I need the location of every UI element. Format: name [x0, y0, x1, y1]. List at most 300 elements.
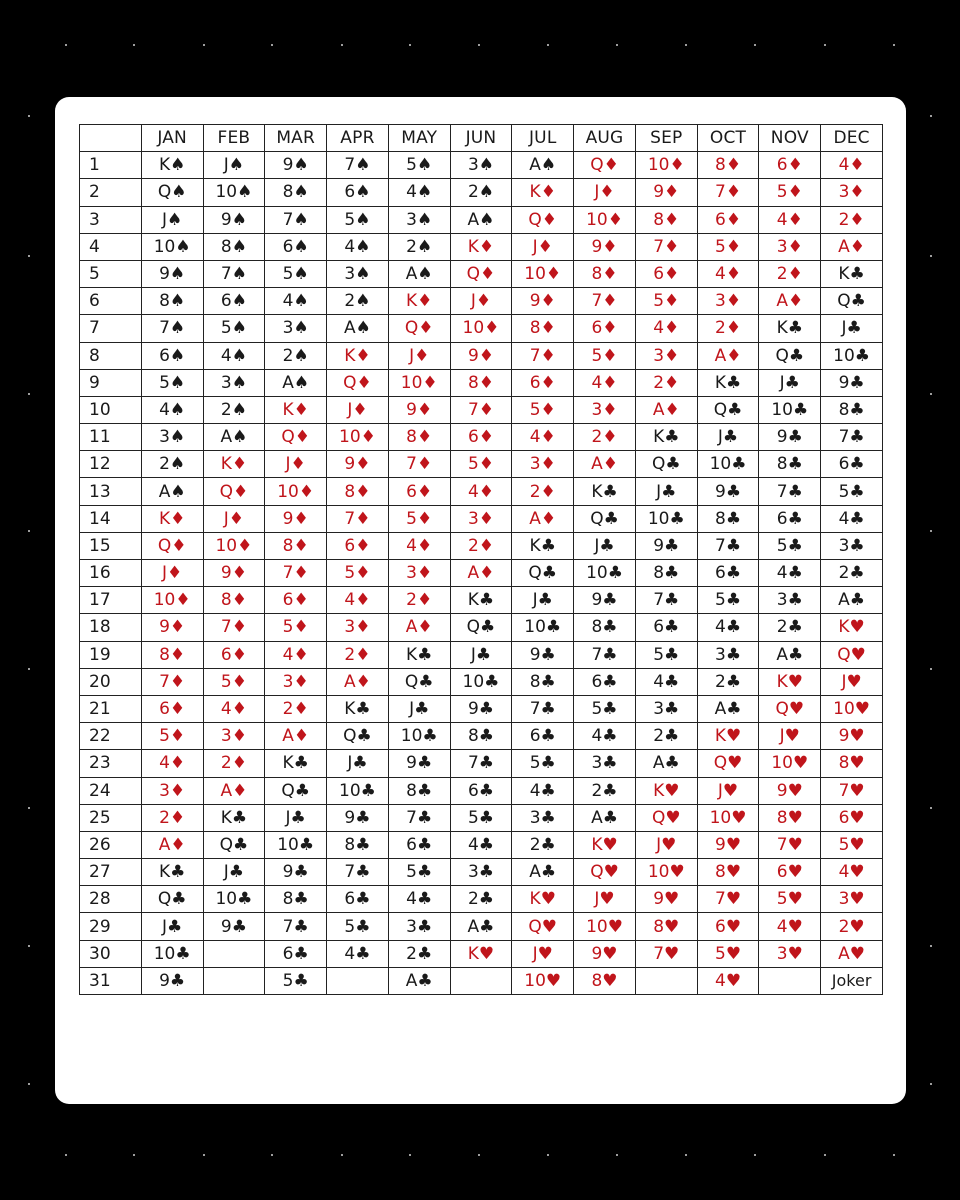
card-cell: 7♠	[203, 260, 265, 287]
day-number: 24	[80, 777, 142, 804]
card-cell: 6♦	[574, 315, 636, 342]
card-cell: 7♦	[512, 342, 574, 369]
card-cell: 6♦	[265, 587, 327, 614]
card-cell: 6♦	[635, 260, 697, 287]
card-cell: 2♠	[450, 179, 512, 206]
card-cell: 10♥	[512, 967, 574, 994]
card-cell: 3♣	[821, 532, 883, 559]
card-cell: 5♠	[141, 369, 203, 396]
star-dot	[478, 44, 480, 46]
card-cell: 9♣	[574, 587, 636, 614]
day-number: 2	[80, 179, 142, 206]
card-cell: 3♣	[635, 695, 697, 722]
card-cell: J♦	[265, 451, 327, 478]
day-number: 19	[80, 641, 142, 668]
table-row	[80, 614, 883, 641]
card-cell: 9♣	[203, 913, 265, 940]
card-cell: 5♠	[388, 152, 450, 179]
card-cell: 10♣	[574, 560, 636, 587]
card-cell: 8♦	[635, 206, 697, 233]
card-cell: 2♥	[821, 913, 883, 940]
card-cell: 5♦	[512, 396, 574, 423]
card-cell: 8♦	[574, 260, 636, 287]
card-cell: J♦	[388, 342, 450, 369]
card-cell: 8♣	[450, 723, 512, 750]
card-cell: K♥	[574, 831, 636, 858]
card-cell: Q♣	[821, 288, 883, 315]
card-cell: 5♣	[574, 695, 636, 722]
card-cell: 2♠	[203, 396, 265, 423]
card-cell: Q♦	[141, 532, 203, 559]
table-row	[80, 288, 883, 315]
card-cell: 4♦	[203, 695, 265, 722]
card-cell: A♥	[821, 940, 883, 967]
card-cell: J♥	[697, 777, 759, 804]
card-cell: 3♦	[635, 342, 697, 369]
card-cell: 5♣	[697, 587, 759, 614]
star-dot	[203, 1154, 205, 1156]
month-header-apr: APR	[327, 125, 389, 152]
card-cell: K♣	[512, 532, 574, 559]
month-header-dec: DEC	[821, 125, 883, 152]
card-cell: 2♠	[141, 451, 203, 478]
card-cell: 3♣	[759, 587, 821, 614]
card-cell: A♦	[450, 560, 512, 587]
card-cell: 9♥	[635, 886, 697, 913]
card-cell: 10♦	[327, 424, 389, 451]
card-calendar-table	[79, 124, 883, 995]
card-cell: 7♦	[327, 505, 389, 532]
card-cell: 2♣	[574, 777, 636, 804]
table-row	[80, 342, 883, 369]
star-dot	[28, 255, 30, 257]
day-number: 7	[80, 315, 142, 342]
card-cell: 7♦	[388, 451, 450, 478]
card-cell: 6♦	[759, 152, 821, 179]
star-dot	[685, 44, 687, 46]
card-cell: J♣	[574, 532, 636, 559]
card-cell: 10♣	[512, 614, 574, 641]
card-cell: 10♦	[203, 532, 265, 559]
table-row	[80, 723, 883, 750]
card-cell: 8♣	[635, 560, 697, 587]
card-cell: 2♦	[388, 587, 450, 614]
card-cell: 7♦	[141, 668, 203, 695]
card-cell: 7♥	[697, 886, 759, 913]
card-cell: 4♣	[450, 831, 512, 858]
card-cell: 3♣	[512, 804, 574, 831]
day-number: 15	[80, 532, 142, 559]
card-cell: K♣	[574, 478, 636, 505]
card-cell: 8♠	[265, 179, 327, 206]
day-number: 10	[80, 396, 142, 423]
card-cell: 10♦	[265, 478, 327, 505]
card-cell: A♦	[759, 288, 821, 315]
card-cell: J♥	[759, 723, 821, 750]
card-cell: A♦	[821, 233, 883, 260]
card-cell: 8♥	[697, 859, 759, 886]
card-cell: Q♥	[697, 750, 759, 777]
card-cell: 5♦	[203, 668, 265, 695]
card-cell: 5♣	[265, 967, 327, 994]
card-cell: 2♦	[450, 532, 512, 559]
card-cell	[327, 967, 389, 994]
card-cell: 9♥	[821, 723, 883, 750]
card-cell: 4♣	[697, 614, 759, 641]
card-cell: 3♦	[327, 614, 389, 641]
star-dot	[685, 1154, 687, 1156]
table-row	[80, 695, 883, 722]
card-cell: 2♣	[759, 614, 821, 641]
card-cell: 8♥	[635, 913, 697, 940]
card-cell: K♣	[203, 804, 265, 831]
card-cell: J♦	[141, 560, 203, 587]
card-cell: 10♥	[821, 695, 883, 722]
day-number: 22	[80, 723, 142, 750]
card-cell: J♣	[635, 478, 697, 505]
day-number: 6	[80, 288, 142, 315]
card-cell: 9♥	[574, 940, 636, 967]
corner-cell	[80, 125, 142, 152]
card-cell: 4♣	[821, 505, 883, 532]
card-cell: 5♥	[821, 831, 883, 858]
card-cell: 7♠	[327, 152, 389, 179]
card-cell: 9♦	[265, 505, 327, 532]
card-cell: A♦	[512, 505, 574, 532]
star-dot	[65, 44, 67, 46]
card-cell: 6♦	[141, 695, 203, 722]
card-cell: A♣	[450, 913, 512, 940]
card-cell: 5♦	[635, 288, 697, 315]
card-cell: K♣	[450, 587, 512, 614]
table-row	[80, 886, 883, 913]
day-number: 31	[80, 967, 142, 994]
star-dot	[893, 1154, 895, 1156]
card-cell: 6♦	[388, 478, 450, 505]
card-cell: 6♣	[635, 614, 697, 641]
card-cell: J♣	[697, 424, 759, 451]
card-cell: Q♦	[388, 315, 450, 342]
card-cell: Q♣	[574, 505, 636, 532]
card-cell: 9♠	[141, 260, 203, 287]
card-cell: Q♥	[821, 641, 883, 668]
card-cell: 2♣	[512, 831, 574, 858]
card-cell: 9♣	[512, 641, 574, 668]
day-number: 21	[80, 695, 142, 722]
star-dot	[930, 668, 932, 670]
card-cell: Q♣	[697, 396, 759, 423]
card-cell: J♦	[512, 233, 574, 260]
card-cell: 5♣	[759, 532, 821, 559]
star-dot	[616, 1154, 618, 1156]
star-dot	[547, 44, 549, 46]
card-cell: 7♣	[759, 478, 821, 505]
card-cell: 8♣	[265, 886, 327, 913]
card-cell: K♦	[450, 233, 512, 260]
card-cell: 7♣	[450, 750, 512, 777]
card-cell: K♥	[697, 723, 759, 750]
card-cell: A♦	[141, 831, 203, 858]
card-cell: 9♣	[450, 695, 512, 722]
card-cell: 7♣	[265, 913, 327, 940]
star-dot	[754, 44, 756, 46]
table-row	[80, 587, 883, 614]
card-cell: 7♣	[327, 859, 389, 886]
card-cell: 4♥	[821, 859, 883, 886]
card-cell: 3♦	[450, 505, 512, 532]
card-cell: 10♠	[141, 233, 203, 260]
card-cell: 10♦	[141, 587, 203, 614]
card-cell: 6♣	[265, 940, 327, 967]
card-cell: Q♦	[265, 424, 327, 451]
card-cell: 6♥	[697, 913, 759, 940]
card-cell: 5♦	[327, 560, 389, 587]
star-dot	[28, 668, 30, 670]
card-cell: 2♦	[574, 424, 636, 451]
card-cell: 4♦	[388, 532, 450, 559]
table-row	[80, 804, 883, 831]
card-cell: A♣	[388, 967, 450, 994]
card-cell: A♣	[574, 804, 636, 831]
card-cell: 7♥	[821, 777, 883, 804]
card-cell: J♣	[203, 859, 265, 886]
card-cell: J♦	[450, 288, 512, 315]
card-cell: 5♠	[203, 315, 265, 342]
card-cell: 7♦	[450, 396, 512, 423]
card-cell: Q♥	[635, 804, 697, 831]
card-cell: 5♣	[512, 750, 574, 777]
card-cell	[635, 967, 697, 994]
star-dot	[65, 1154, 67, 1156]
card-cell: 2♦	[141, 804, 203, 831]
card-cell: 5♣	[388, 859, 450, 886]
card-cell: Q♥	[512, 913, 574, 940]
card-cell: 10♣	[697, 451, 759, 478]
card-cell: 6♣	[821, 451, 883, 478]
star-dot	[893, 44, 895, 46]
card-cell: K♣	[327, 695, 389, 722]
card-cell: A♣	[697, 695, 759, 722]
card-cell: 4♦	[141, 750, 203, 777]
card-cell: 6♠	[141, 342, 203, 369]
card-cell: 8♦	[697, 152, 759, 179]
card-cell: 2♣	[388, 940, 450, 967]
table-row	[80, 750, 883, 777]
card-cell: 4♦	[327, 587, 389, 614]
star-dot	[409, 44, 411, 46]
card-cell: 9♣	[265, 859, 327, 886]
card-cell: 6♠	[327, 179, 389, 206]
card-cell: Q♣	[141, 886, 203, 913]
table-row	[80, 668, 883, 695]
card-cell: 7♦	[203, 614, 265, 641]
card-cell: 5♦	[141, 723, 203, 750]
star-dot	[930, 945, 932, 947]
star-dot	[930, 115, 932, 117]
card-cell: 6♣	[450, 777, 512, 804]
card-cell: 8♣	[512, 668, 574, 695]
card-cell: 9♦	[203, 560, 265, 587]
card-cell: 4♣	[388, 886, 450, 913]
star-dot	[754, 1154, 756, 1156]
card-cell: Q♥	[574, 859, 636, 886]
card-cell: 4♦	[759, 206, 821, 233]
card-cell: 5♦	[697, 233, 759, 260]
day-number: 18	[80, 614, 142, 641]
card-cell: 3♦	[265, 668, 327, 695]
card-cell: 2♦	[203, 750, 265, 777]
table-row	[80, 315, 883, 342]
card-cell: 7♥	[635, 940, 697, 967]
card-cell: J♠	[203, 152, 265, 179]
card-cell: K♥	[821, 614, 883, 641]
card-cell: 7♣	[635, 587, 697, 614]
card-cell: J♣	[141, 913, 203, 940]
card-cell: 4♥	[759, 913, 821, 940]
day-number: 28	[80, 886, 142, 913]
month-header-jan: JAN	[141, 125, 203, 152]
card-cell: 7♦	[697, 179, 759, 206]
card-cell: 10♣	[265, 831, 327, 858]
month-header-nov: NOV	[759, 125, 821, 152]
card-cell: A♣	[759, 641, 821, 668]
card-cell: 4♠	[203, 342, 265, 369]
star-dot	[478, 1154, 480, 1156]
card-cell: 6♦	[697, 206, 759, 233]
card-cell: Q♦	[450, 260, 512, 287]
card-cell: Q♣	[265, 777, 327, 804]
star-dot	[930, 530, 932, 532]
table-row	[80, 179, 883, 206]
day-number: 8	[80, 342, 142, 369]
card-cell: 8♥	[759, 804, 821, 831]
table-row	[80, 967, 883, 994]
card-cell: 5♥	[697, 940, 759, 967]
card-cell: 6♣	[574, 668, 636, 695]
card-cell: 3♠	[203, 369, 265, 396]
card-cell: Q♥	[759, 695, 821, 722]
card-cell: 7♦	[635, 233, 697, 260]
card-cell	[203, 967, 265, 994]
card-cell: 10♥	[574, 913, 636, 940]
card-cell: 4♦	[635, 315, 697, 342]
card-cell: A♣	[635, 750, 697, 777]
day-number: 4	[80, 233, 142, 260]
card-cell: 6♣	[759, 505, 821, 532]
card-cell: Q♦	[574, 152, 636, 179]
table-row	[80, 859, 883, 886]
month-header-jun: JUN	[450, 125, 512, 152]
card-cell: 3♦	[512, 451, 574, 478]
day-number: 26	[80, 831, 142, 858]
card-cell: 3♣	[574, 750, 636, 777]
card-cell: 5♠	[327, 206, 389, 233]
card-cell: 7♣	[697, 532, 759, 559]
card-cell: 8♣	[697, 505, 759, 532]
card-cell: 3♦	[141, 777, 203, 804]
table-row	[80, 777, 883, 804]
star-dot	[930, 1083, 932, 1085]
day-number: 23	[80, 750, 142, 777]
card-cell: Q♣	[327, 723, 389, 750]
day-number: 5	[80, 260, 142, 287]
card-cell: 6♣	[388, 831, 450, 858]
day-number: 3	[80, 206, 142, 233]
card-cell: 3♠	[327, 260, 389, 287]
card-cell: 3♥	[821, 886, 883, 913]
card-cell: 3♦	[759, 233, 821, 260]
card-cell: A♠	[388, 260, 450, 287]
card-cell: K♣	[697, 369, 759, 396]
card-cell: A♦	[388, 614, 450, 641]
star-dot	[341, 44, 343, 46]
card-cell: 2♦	[759, 260, 821, 287]
card-cell: 5♦	[574, 342, 636, 369]
star-dot	[28, 393, 30, 395]
card-cell: K♣	[265, 750, 327, 777]
card-cell: 2♦	[697, 315, 759, 342]
star-dot	[203, 44, 205, 46]
table-row	[80, 940, 883, 967]
card-cell: A♦	[327, 668, 389, 695]
card-cell: 10♦	[450, 315, 512, 342]
card-cell: A♠	[203, 424, 265, 451]
card-cell: 8♦	[327, 478, 389, 505]
card-cell: 8♦	[388, 424, 450, 451]
card-cell: 10♣	[327, 777, 389, 804]
card-cell: 7♣	[512, 695, 574, 722]
card-cell: 10♦	[574, 206, 636, 233]
card-cell: 3♦	[203, 723, 265, 750]
month-header-row	[80, 125, 883, 152]
card-cell: 8♣	[574, 614, 636, 641]
card-cell: K♣	[759, 315, 821, 342]
card-cell: 8♦	[141, 641, 203, 668]
card-cell: Q♣	[203, 831, 265, 858]
star-dot	[930, 255, 932, 257]
day-number: 30	[80, 940, 142, 967]
card-cell: 2♦	[512, 478, 574, 505]
card-cell: 9♦	[327, 451, 389, 478]
card-cell: 8♥	[821, 750, 883, 777]
card-cell: Joker	[821, 967, 883, 994]
day-number: 1	[80, 152, 142, 179]
card-cell: 10♣	[635, 505, 697, 532]
card-cell: 9♦	[141, 614, 203, 641]
day-number: 27	[80, 859, 142, 886]
card-cell: 10♣	[450, 668, 512, 695]
day-number: 12	[80, 451, 142, 478]
star-dot	[547, 1154, 549, 1156]
card-cell: A♠	[512, 152, 574, 179]
card-cell: A♦	[574, 451, 636, 478]
card-cell: A♠	[265, 369, 327, 396]
card-cell: 4♠	[388, 179, 450, 206]
month-header-mar: MAR	[265, 125, 327, 152]
day-number: 14	[80, 505, 142, 532]
card-cell: 5♣	[821, 478, 883, 505]
star-dot	[28, 807, 30, 809]
card-cell	[203, 940, 265, 967]
card-cell: J♣	[327, 750, 389, 777]
card-cell: 3♦	[388, 560, 450, 587]
card-cell: 5♣	[635, 641, 697, 668]
card-cell: 8♠	[203, 233, 265, 260]
card-cell: A♦	[697, 342, 759, 369]
card-cell: 6♥	[821, 804, 883, 831]
card-cell: J♦	[203, 505, 265, 532]
table-row	[80, 831, 883, 858]
